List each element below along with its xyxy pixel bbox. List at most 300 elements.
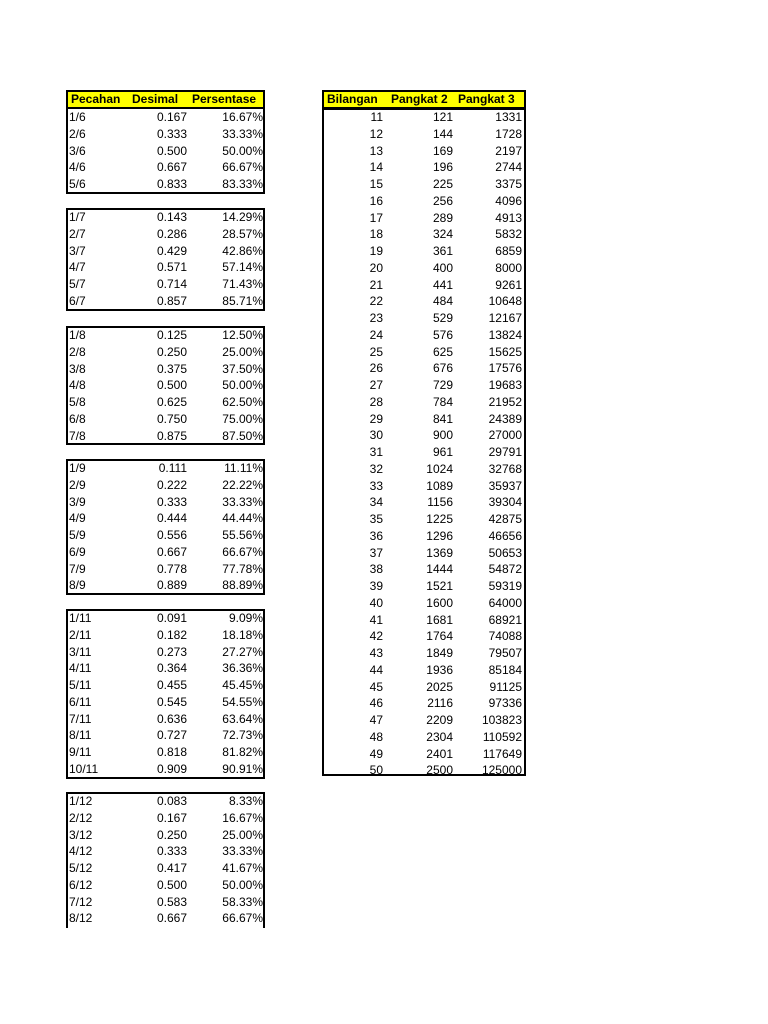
power-row xyxy=(0,511,768,527)
power-row xyxy=(0,578,768,594)
header-persentase: Persentase xyxy=(192,92,257,106)
decimal-cell: 0.364 xyxy=(156,661,187,676)
decimal-cell: 0.500 xyxy=(156,143,187,158)
decimal-cell: 0.222 xyxy=(156,477,187,492)
percent-cell: 77.78% xyxy=(222,561,263,576)
power-row xyxy=(0,310,768,326)
power-row xyxy=(0,427,768,443)
number-cell: 30 xyxy=(369,428,383,443)
percent-cell: 50.00% xyxy=(222,143,263,158)
square-cell: 1369 xyxy=(426,545,453,560)
power-row xyxy=(0,628,768,644)
power-row xyxy=(0,478,768,494)
decimal-cell: 0.143 xyxy=(156,210,187,224)
power-row xyxy=(0,545,768,561)
number-cell: 46 xyxy=(369,696,383,711)
square-cell: 1849 xyxy=(426,646,453,660)
fraction-cell: 1/11 xyxy=(69,611,92,625)
percent-cell: 16.67% xyxy=(222,110,263,124)
number-cell: 34 xyxy=(369,495,383,510)
number-cell: 17 xyxy=(369,210,383,225)
fraction-cell: 4/11 xyxy=(69,661,92,676)
number-cell: 22 xyxy=(369,294,383,309)
percent-cell: 45.45% xyxy=(222,678,263,692)
decimal-cell: 0.556 xyxy=(156,528,187,542)
decimal-cell: 0.833 xyxy=(156,177,187,191)
fraction-cell: 8/9 xyxy=(69,578,86,593)
fraction-cell: 7/12 xyxy=(69,894,93,909)
decimal-cell: 0.727 xyxy=(156,728,187,743)
square-cell: 1936 xyxy=(426,662,453,677)
percent-cell: 66.67% xyxy=(222,544,263,559)
square-cell: 2401 xyxy=(426,746,453,761)
square-cell: 841 xyxy=(432,411,453,426)
cube-cell: 68921 xyxy=(488,612,522,627)
number-cell: 48 xyxy=(369,729,383,744)
power-row xyxy=(0,344,768,360)
number-cell: 49 xyxy=(369,746,383,761)
decimal-cell: 0.417 xyxy=(156,861,187,875)
decimal-cell: 0.167 xyxy=(156,110,187,124)
cube-cell: 17576 xyxy=(488,361,522,376)
cube-cell: 4913 xyxy=(495,210,522,225)
square-cell: 1764 xyxy=(426,629,453,644)
power-row xyxy=(0,109,768,125)
cube-cell: 5832 xyxy=(495,227,522,242)
power-row xyxy=(0,712,768,728)
percent-cell: 36.36% xyxy=(222,661,263,676)
percent-cell: 25.00% xyxy=(222,827,263,842)
fraction-row xyxy=(0,860,768,876)
fraction-cell: 4/9 xyxy=(69,511,86,526)
power-row xyxy=(0,193,768,209)
header-desimal: Desimal xyxy=(132,92,179,106)
fraction-cell: 1/6 xyxy=(69,110,86,124)
square-cell: 400 xyxy=(432,260,453,275)
decimal-cell: 0.333 xyxy=(156,844,187,859)
cube-cell: 4096 xyxy=(495,193,522,208)
cube-cell: 74088 xyxy=(488,629,522,644)
decimal-cell: 0.857 xyxy=(156,293,187,308)
decimal-cell: 0.875 xyxy=(156,428,187,443)
fraction-cell: 10/11 xyxy=(69,761,99,776)
percent-cell: 33.33% xyxy=(222,494,263,509)
power-row xyxy=(0,679,768,695)
power-row xyxy=(0,662,768,678)
fraction-row xyxy=(0,793,768,809)
number-cell: 35 xyxy=(369,512,383,526)
percent-cell: 25.00% xyxy=(222,344,263,359)
power-row xyxy=(0,695,768,711)
fraction-cell: 6/9 xyxy=(69,544,86,559)
fraction-cell: 6/11 xyxy=(69,694,92,709)
fraction-row xyxy=(0,910,768,926)
cube-cell: 97336 xyxy=(488,696,522,711)
fraction-cell: 5/8 xyxy=(69,395,86,409)
square-cell: 1600 xyxy=(426,595,453,610)
decimal-cell: 0.636 xyxy=(156,711,187,726)
power-row xyxy=(0,327,768,343)
percent-cell: 87.50% xyxy=(222,428,263,443)
cube-cell: 110592 xyxy=(482,729,522,744)
power-row xyxy=(0,461,768,477)
percent-cell: 75.00% xyxy=(222,411,263,426)
square-cell: 2116 xyxy=(427,696,453,711)
number-cell: 38 xyxy=(369,562,383,577)
decimal-cell: 0.111 xyxy=(158,461,187,475)
cube-cell: 13824 xyxy=(488,327,522,342)
power-row xyxy=(0,176,768,192)
square-cell: 2500 xyxy=(426,763,453,778)
square-cell: 484 xyxy=(432,294,453,309)
cube-cell: 39304 xyxy=(488,495,522,510)
fraction-cell: 7/9 xyxy=(69,561,86,576)
percent-cell: 42.86% xyxy=(222,243,263,258)
power-row xyxy=(0,595,768,611)
square-cell: 1156 xyxy=(427,495,453,510)
power-row xyxy=(0,210,768,226)
number-cell: 12 xyxy=(369,126,383,141)
decimal-cell: 0.571 xyxy=(156,260,187,275)
power-row xyxy=(0,528,768,544)
fraction-row xyxy=(0,810,768,826)
number-cell: 44 xyxy=(369,662,383,677)
fraction-cell: 4/8 xyxy=(69,378,86,393)
power-row xyxy=(0,762,768,778)
decimal-cell: 0.125 xyxy=(156,328,187,342)
square-cell: 2304 xyxy=(426,729,453,744)
decimal-cell: 0.375 xyxy=(156,361,187,376)
percent-cell: 66.67% xyxy=(222,911,263,926)
percent-cell: 57.14% xyxy=(222,260,263,275)
fraction-cell: 8/11 xyxy=(69,728,92,743)
fraction-cell: 2/6 xyxy=(69,126,86,141)
percent-cell: 33.33% xyxy=(222,844,263,859)
fraction-cell: 3/8 xyxy=(69,361,86,376)
fraction-cell: 5/11 xyxy=(69,678,92,692)
number-cell: 20 xyxy=(369,260,383,275)
number-cell: 23 xyxy=(369,311,383,325)
square-cell: 324 xyxy=(432,227,453,242)
fraction-cell: 5/9 xyxy=(69,528,86,542)
fraction-cell: 7/8 xyxy=(69,428,86,443)
number-cell: 43 xyxy=(369,646,383,660)
fraction-cell: 3/6 xyxy=(69,143,86,158)
cube-cell: 21952 xyxy=(488,394,522,409)
percent-cell: 41.67% xyxy=(222,861,263,875)
decimal-cell: 0.625 xyxy=(156,395,187,409)
number-cell: 29 xyxy=(369,411,383,426)
square-cell: 196 xyxy=(432,160,453,175)
square-cell: 576 xyxy=(432,327,453,342)
percent-cell: 12.50% xyxy=(222,328,263,342)
number-cell: 11 xyxy=(370,110,383,124)
square-cell: 1521 xyxy=(426,579,453,593)
fraction-cell: 4/6 xyxy=(69,160,86,175)
number-cell: 36 xyxy=(369,528,383,543)
decimal-cell: 0.583 xyxy=(156,894,187,909)
number-cell: 15 xyxy=(369,177,383,191)
percent-cell: 16.67% xyxy=(222,810,263,825)
cube-cell: 42875 xyxy=(488,512,522,526)
cube-cell: 46656 xyxy=(488,528,522,543)
square-cell: 1444 xyxy=(426,562,453,577)
number-cell: 45 xyxy=(369,679,383,694)
power-row xyxy=(0,729,768,745)
power-row xyxy=(0,377,768,393)
fraction-cell: 2/8 xyxy=(69,344,86,359)
square-cell: 2025 xyxy=(426,679,453,694)
percent-cell: 8.33% xyxy=(228,794,263,808)
number-cell: 33 xyxy=(369,478,383,493)
cube-cell: 79507 xyxy=(488,646,522,660)
fractions-header xyxy=(66,90,265,109)
percent-cell: 66.67% xyxy=(222,160,263,175)
fraction-cell: 6/7 xyxy=(69,293,86,308)
percent-cell: 88.89% xyxy=(222,578,263,593)
fraction-cell: 1/9 xyxy=(69,461,86,475)
decimal-cell: 0.083 xyxy=(156,794,187,808)
fraction-row xyxy=(0,894,768,910)
number-cell: 40 xyxy=(369,595,383,610)
cube-cell: 3375 xyxy=(495,177,522,191)
percent-cell: 62.50% xyxy=(222,395,263,409)
decimal-cell: 0.182 xyxy=(156,627,187,642)
square-cell: 256 xyxy=(432,193,453,208)
number-cell: 42 xyxy=(369,629,383,644)
cube-cell: 2744 xyxy=(495,160,522,175)
cube-cell: 8000 xyxy=(495,260,522,275)
percent-cell: 18.18% xyxy=(222,627,263,642)
square-cell: 1089 xyxy=(426,478,453,493)
percent-cell: 37.50% xyxy=(222,361,263,376)
percent-cell: 58.33% xyxy=(222,894,263,909)
percent-cell: 72.73% xyxy=(222,728,263,743)
power-row xyxy=(0,746,768,762)
square-cell: 676 xyxy=(432,361,453,376)
square-cell: 900 xyxy=(432,428,453,443)
fraction-cell: 4/12 xyxy=(69,844,93,859)
fraction-cell: 7/11 xyxy=(69,711,92,726)
header-pangkat-3: Pangkat 3 xyxy=(458,92,515,106)
cube-cell: 15625 xyxy=(488,344,522,359)
cube-cell: 32768 xyxy=(488,461,522,476)
square-cell: 625 xyxy=(432,344,453,359)
percent-cell: 33.33% xyxy=(222,126,263,141)
cube-cell: 2197 xyxy=(495,143,522,158)
power-row xyxy=(0,494,768,510)
cube-cell: 35937 xyxy=(488,478,522,493)
decimal-cell: 0.286 xyxy=(156,226,187,241)
decimal-cell: 0.091 xyxy=(156,611,187,625)
percent-cell: 83.33% xyxy=(222,177,263,191)
fraction-cell: 9/11 xyxy=(69,745,92,759)
decimal-cell: 0.909 xyxy=(156,761,187,776)
power-row xyxy=(0,260,768,276)
number-cell: 31 xyxy=(369,445,383,459)
number-cell: 50 xyxy=(369,763,383,778)
square-cell: 784 xyxy=(432,394,453,409)
square-cell: 144 xyxy=(432,126,453,141)
cube-cell: 19683 xyxy=(488,378,522,392)
power-row xyxy=(0,645,768,661)
header-pecahan: Pecahan xyxy=(71,92,121,106)
cube-cell: 9261 xyxy=(495,277,522,292)
number-cell: 39 xyxy=(369,579,383,593)
cube-cell: 64000 xyxy=(488,595,522,610)
percent-cell: 28.57% xyxy=(222,226,263,241)
cube-cell: 117649 xyxy=(482,746,522,761)
square-cell: 529 xyxy=(432,311,453,325)
percent-cell: 81.82% xyxy=(222,745,263,759)
fraction-cell: 4/7 xyxy=(69,260,86,275)
cube-cell: 29791 xyxy=(488,445,522,459)
cube-cell: 59319 xyxy=(488,579,522,593)
number-cell: 16 xyxy=(369,193,383,208)
decimal-cell: 0.333 xyxy=(156,126,187,141)
decimal-cell: 0.250 xyxy=(156,344,187,359)
number-cell: 21 xyxy=(369,277,383,292)
fraction-cell: 3/9 xyxy=(69,494,86,509)
power-row xyxy=(0,143,768,159)
power-row xyxy=(0,126,768,142)
number-cell: 14 xyxy=(369,160,383,175)
decimal-cell: 0.250 xyxy=(156,827,187,842)
percent-cell: 27.27% xyxy=(222,644,263,659)
number-cell: 27 xyxy=(369,378,383,392)
power-row xyxy=(0,226,768,242)
cube-cell: 54872 xyxy=(488,562,522,577)
number-cell: 26 xyxy=(369,361,383,376)
cube-cell: 50653 xyxy=(488,545,522,560)
cube-cell: 27000 xyxy=(488,428,522,443)
cube-cell: 125000 xyxy=(481,763,522,778)
decimal-cell: 0.444 xyxy=(156,511,187,526)
fraction-cell: 5/6 xyxy=(69,177,86,191)
cube-cell: 1728 xyxy=(495,126,522,141)
square-cell: 225 xyxy=(432,177,453,191)
number-cell: 28 xyxy=(369,394,383,409)
decimal-cell: 0.818 xyxy=(156,745,187,759)
fraction-cell: 3/7 xyxy=(69,243,86,258)
fraction-cell: 1/12 xyxy=(69,794,93,808)
square-cell: 729 xyxy=(432,378,453,392)
percent-cell: 9.09% xyxy=(228,611,263,625)
power-row xyxy=(0,444,768,460)
percent-cell: 85.71% xyxy=(222,293,263,308)
cube-cell: 91125 xyxy=(489,679,522,694)
decimal-cell: 0.273 xyxy=(156,644,187,659)
decimal-cell: 0.429 xyxy=(156,243,187,258)
number-cell: 19 xyxy=(369,244,383,258)
fraction-row xyxy=(0,827,768,843)
fraction-cell: 5/7 xyxy=(69,277,86,291)
square-cell: 441 xyxy=(432,277,453,292)
fraction-cell: 2/12 xyxy=(69,810,93,825)
square-cell: 169 xyxy=(432,143,453,158)
square-cell: 1024 xyxy=(426,461,453,476)
fraction-cell: 2/9 xyxy=(69,477,86,492)
cube-cell: 6859 xyxy=(495,244,522,258)
decimal-cell: 0.545 xyxy=(156,694,187,709)
decimal-cell: 0.778 xyxy=(156,561,187,576)
power-row xyxy=(0,561,768,577)
percent-cell: 71.43% xyxy=(222,277,263,291)
cube-cell: 103823 xyxy=(481,713,522,727)
square-cell: 2209 xyxy=(426,713,453,727)
fraction-cell: 3/12 xyxy=(69,827,93,842)
fraction-cell: 8/12 xyxy=(69,911,93,926)
decimal-cell: 0.667 xyxy=(156,544,187,559)
fraction-row xyxy=(0,877,768,893)
number-cell: 13 xyxy=(369,143,383,158)
percent-cell: 54.55% xyxy=(222,694,263,709)
square-cell: 1681 xyxy=(426,612,453,627)
power-row xyxy=(0,612,768,628)
power-row xyxy=(0,394,768,410)
header-bilangan: Bilangan xyxy=(327,92,378,106)
fraction-cell: 2/7 xyxy=(69,226,86,241)
fraction-cell: 3/11 xyxy=(69,644,92,659)
percent-cell: 22.22% xyxy=(222,477,263,492)
number-cell: 41 xyxy=(369,612,383,627)
header-pangkat-2: Pangkat 2 xyxy=(391,92,448,106)
square-cell: 121 xyxy=(432,110,453,124)
number-cell: 37 xyxy=(369,545,383,560)
power-row xyxy=(0,411,768,427)
decimal-cell: 0.455 xyxy=(156,678,187,692)
percent-cell: 50.00% xyxy=(222,877,263,892)
number-cell: 18 xyxy=(369,227,383,242)
cube-cell: 85184 xyxy=(488,662,522,677)
number-cell: 25 xyxy=(369,344,383,359)
fraction-cell: 6/8 xyxy=(69,411,86,426)
cube-cell: 12167 xyxy=(488,311,522,325)
decimal-cell: 0.667 xyxy=(156,160,187,175)
percent-cell: 50.00% xyxy=(222,378,263,393)
decimal-cell: 0.714 xyxy=(156,277,187,291)
decimal-cell: 0.500 xyxy=(156,877,187,892)
cube-cell: 1331 xyxy=(495,110,522,124)
decimal-cell: 0.667 xyxy=(156,911,187,926)
decimal-cell: 0.750 xyxy=(156,411,187,426)
percent-cell: 55.56% xyxy=(222,528,263,542)
cube-cell: 24389 xyxy=(488,411,522,426)
square-cell: 289 xyxy=(432,210,453,225)
power-row xyxy=(0,159,768,175)
fraction-cell: 2/11 xyxy=(69,627,92,642)
square-cell: 1225 xyxy=(426,512,453,526)
percent-cell: 11.11% xyxy=(224,461,263,475)
percent-cell: 44.44% xyxy=(222,511,263,526)
square-cell: 361 xyxy=(432,244,453,258)
fraction-row xyxy=(0,843,768,859)
fraction-cell: 1/7 xyxy=(69,210,86,224)
power-row xyxy=(0,243,768,259)
percent-cell: 14.29% xyxy=(222,210,263,224)
fraction-cell: 1/8 xyxy=(69,328,86,342)
square-cell: 961 xyxy=(432,445,453,459)
power-row xyxy=(0,277,768,293)
number-cell: 47 xyxy=(369,713,383,727)
powers-header xyxy=(322,90,526,109)
power-row xyxy=(0,293,768,309)
decimal-cell: 0.889 xyxy=(156,578,187,593)
decimal-cell: 0.333 xyxy=(156,494,187,509)
decimal-cell: 0.500 xyxy=(156,378,187,393)
power-row xyxy=(0,360,768,376)
number-cell: 24 xyxy=(369,327,383,342)
